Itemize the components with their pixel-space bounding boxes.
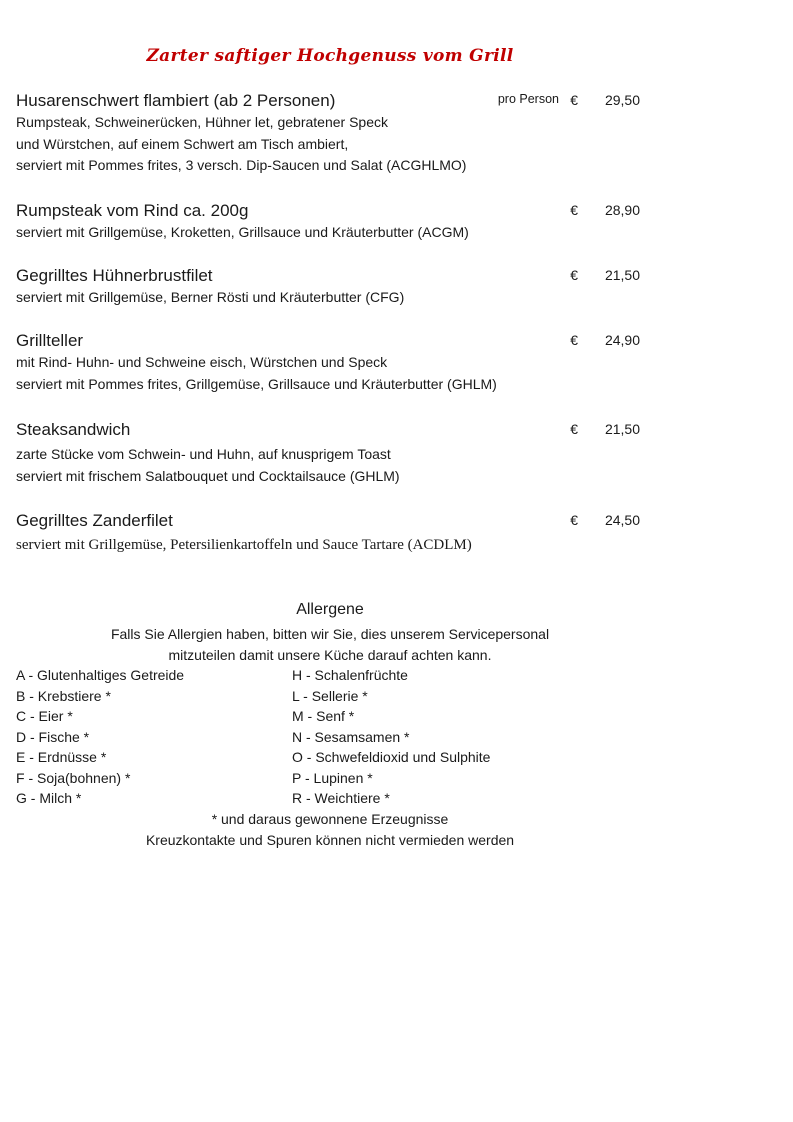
item-description-line: serviert mit frischem Salatbouquet und Cocktailsauce (GHLM)	[16, 467, 400, 484]
item-name: Grillteller	[16, 331, 84, 350]
item-description-line: serviert mit Pommes frites, 3 versch. Dip-Saucen und Salat (ACGHLMO)	[16, 157, 467, 173]
currency-symbol: €	[570, 92, 578, 108]
allergen-intro-line: Falls Sie Allergien haben, bitten wir Sie, dies unserem Servicepersonal	[110, 626, 550, 642]
allergen-entry: H - Schalenfrüchte	[292, 667, 408, 683]
allergen-entry: N - Sesamsamen *	[292, 728, 410, 745]
item-price: 21,50	[604, 421, 640, 437]
item-description-line: serviert mit Grillgemüse, Petersilienkartoffeln und Sauce Tartare (ACDLM)	[16, 537, 472, 553]
item-price: 24,90	[604, 332, 640, 348]
currency-symbol: €	[570, 202, 578, 218]
item-description-line: mit Rind- Huhn- und Schweine eisch, Würstchen und Speck	[16, 354, 388, 370]
allergen-entry: C - Eier *	[16, 708, 73, 724]
allergen-footnote: * und daraus gewonnene Erzeugnisse	[211, 811, 449, 827]
item-name: Gegrilltes Zanderfilet	[16, 511, 173, 530]
menu-item-steaksandwich	[16, 419, 656, 487]
allergen-entry: E - Erdnüsse *	[16, 749, 107, 765]
item-price: 29,50	[604, 92, 640, 108]
menu-item-grillteller	[16, 330, 656, 395]
price-unit: pro Person	[497, 92, 559, 106]
item-name: Steaksandwich	[16, 420, 131, 439]
allergen-list-left	[16, 665, 184, 809]
allergen-entry: M - Senf *	[292, 708, 355, 724]
currency-symbol: €	[570, 512, 578, 528]
currency-symbol: €	[570, 421, 578, 437]
item-description-line: serviert mit Pommes frites, Grillgemüse, Grillsauce und Kräuterbutter (GHLM)	[16, 375, 497, 392]
item-name: Rumpsteak vom Rind ca. 200g	[16, 201, 249, 220]
item-description-line: serviert mit Grillgemüse, Berner Rösti und Kräuterbutter (CFG)	[16, 289, 405, 305]
allergen-list-right	[292, 665, 490, 809]
item-price: 21,50	[604, 267, 640, 283]
allergen-entry: P - Lupinen *	[292, 769, 373, 786]
currency-symbol: €	[570, 267, 578, 283]
menu-item-huehnerbrustfilet	[16, 265, 656, 309]
allergen-intro-line: mitzuteilen damit unsere Küche darauf achten kann.	[168, 647, 492, 663]
item-name: Gegrilltes Hühnerbrustfilet	[16, 266, 213, 285]
currency-symbol: €	[570, 332, 578, 348]
item-description-line: serviert mit Grillgemüse, Kroketten, Grillsauce und Kräuterbutter (ACGM)	[16, 224, 469, 240]
menu-item-rumpsteak	[16, 200, 656, 244]
allergen-entry: B - Krebstiere *	[16, 687, 111, 704]
menu-section-title: Zarter saftiger Hochgenuss vom Grill	[146, 46, 514, 66]
allergen-entry: F - Soja(bohnen) *	[16, 769, 131, 786]
menu-item-husarenschwert	[16, 90, 656, 177]
allergen-entry: O - Schwefeldioxid und Sulphite	[292, 749, 491, 765]
menu-item-zanderfilet	[16, 510, 656, 557]
allergen-entry: G - Milch *	[16, 790, 82, 806]
item-description-line: Rumpsteak, Schweinerücken, Hühner let, gebratener Speck	[16, 114, 388, 130]
item-price: 28,90	[604, 202, 640, 218]
allergen-note: Kreuzkontakte und Spuren können nicht vermieden werden	[145, 832, 515, 848]
allergen-entry: D - Fische *	[16, 728, 90, 745]
item-price: 24,50	[604, 512, 640, 528]
item-name: Husarenschwert flambiert (ab 2 Personen)	[16, 91, 336, 110]
allergen-heading: Allergene	[296, 601, 364, 618]
allergen-entry: R - Weichtiere *	[292, 790, 390, 806]
allergen-entry: L - Sellerie *	[292, 687, 368, 704]
allergen-entry: A - Glutenhaltiges Getreide	[16, 667, 185, 683]
item-description-line: und Würstchen, auf einem Schwert am Tisch ambiert,	[16, 135, 349, 152]
item-description-line: zarte Stücke vom Schwein- und Huhn, auf knusprigem Toast	[16, 446, 391, 462]
